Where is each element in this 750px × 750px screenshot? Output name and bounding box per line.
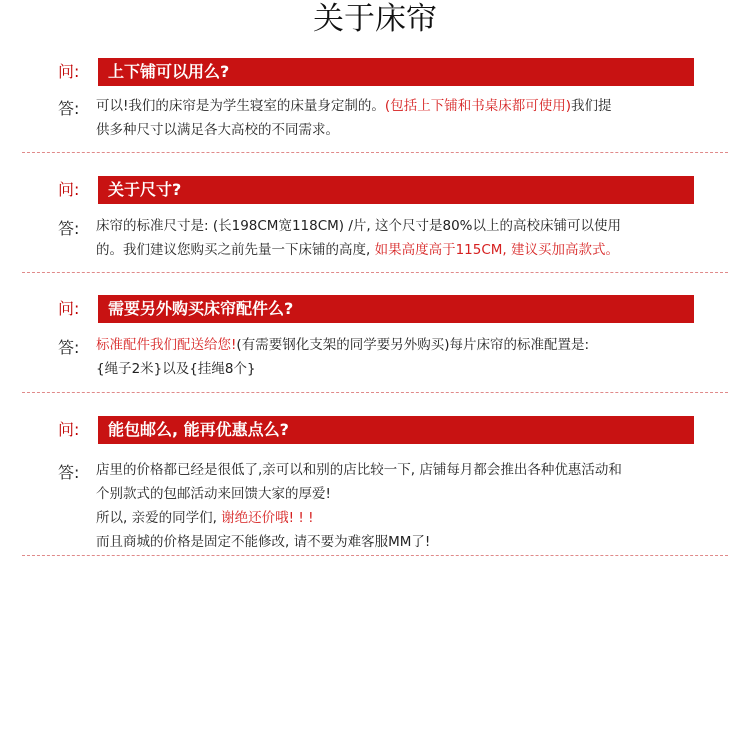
page-title: 关于床帘 xyxy=(313,1,437,37)
question-bar xyxy=(98,416,694,444)
answer-prefix: 答: xyxy=(58,463,80,482)
answer-span: 供多种尺寸以满足各大高校的不同需求。 xyxy=(96,122,339,138)
answer-span: 可以!我们的床帘是为学生寝室的床量身定制的。 xyxy=(96,98,385,114)
answer-line xyxy=(96,482,698,506)
answer-prefix: 答: xyxy=(58,219,80,238)
answer-line xyxy=(96,530,698,554)
answer-highlight: 谢绝还价哦! ! ! xyxy=(221,510,314,526)
answer-line xyxy=(96,458,698,482)
answer-highlight: 如果高度高于115CM, 建议买加高款式。 xyxy=(374,242,620,258)
answer-span: 所以, 亲爱的同学们, xyxy=(96,510,222,526)
answer-line xyxy=(96,357,698,381)
section-divider xyxy=(22,555,728,556)
answer-span: 个别款式的包邮活动来回馈大家的厚爱! xyxy=(96,486,331,502)
answer-line xyxy=(96,333,698,357)
answer-span: 床帘的标准尺寸是: (长198CM宽118CM) /片, 这个尺寸是80%以上的高校床铺可以使用 xyxy=(96,218,621,234)
answer-prefix: 答: xyxy=(58,338,80,357)
answer-line xyxy=(96,94,698,118)
answer-prefix: 答: xyxy=(58,99,80,118)
answer-text xyxy=(96,94,698,142)
section-divider xyxy=(22,152,728,153)
answer-highlight: 标准配件我们配送给您! xyxy=(96,337,237,353)
question-prefix: 问: xyxy=(58,62,80,81)
question-text: 上下铺可以用么? xyxy=(108,62,230,81)
question-prefix: 问: xyxy=(58,180,80,199)
answer-line xyxy=(96,214,698,238)
question-text: 能包邮么, 能再优惠点么? xyxy=(108,420,289,439)
question-bar xyxy=(98,176,694,204)
answer-span: 店里的价格都已经是很低了,亲可以和别的店比较一下, 店铺每月都会推出各种优惠活动和 xyxy=(96,462,622,478)
answer-text xyxy=(96,214,698,262)
section-divider xyxy=(22,272,728,273)
answer-text xyxy=(96,458,698,554)
answer-line xyxy=(96,238,698,262)
answer-line xyxy=(96,118,698,142)
question-prefix: 问: xyxy=(58,299,80,318)
answer-line xyxy=(96,506,698,530)
answer-span: 而且商城的价格是固定不能修改, 请不要为难客服MM了! xyxy=(96,534,431,550)
answer-span: {绳子2米}以及{挂绳8个} xyxy=(96,361,256,377)
answer-span: 的。我们建议您购买之前先量一下床铺的高度, xyxy=(96,242,375,258)
answer-span: (有需要钢化支架的同学要另外购买)每片床帘的标准配置是: xyxy=(236,337,590,353)
question-bar xyxy=(98,295,694,323)
question-prefix: 问: xyxy=(58,420,80,439)
answer-span: 我们提 xyxy=(570,98,612,114)
question-text: 需要另外购买床帘配件么? xyxy=(108,299,294,318)
answer-highlight: (包括上下铺和书桌床都可使用) xyxy=(384,98,571,114)
section-divider xyxy=(22,392,728,393)
question-text: 关于尺寸? xyxy=(108,180,182,199)
answer-text xyxy=(96,333,698,381)
question-bar xyxy=(98,58,694,86)
